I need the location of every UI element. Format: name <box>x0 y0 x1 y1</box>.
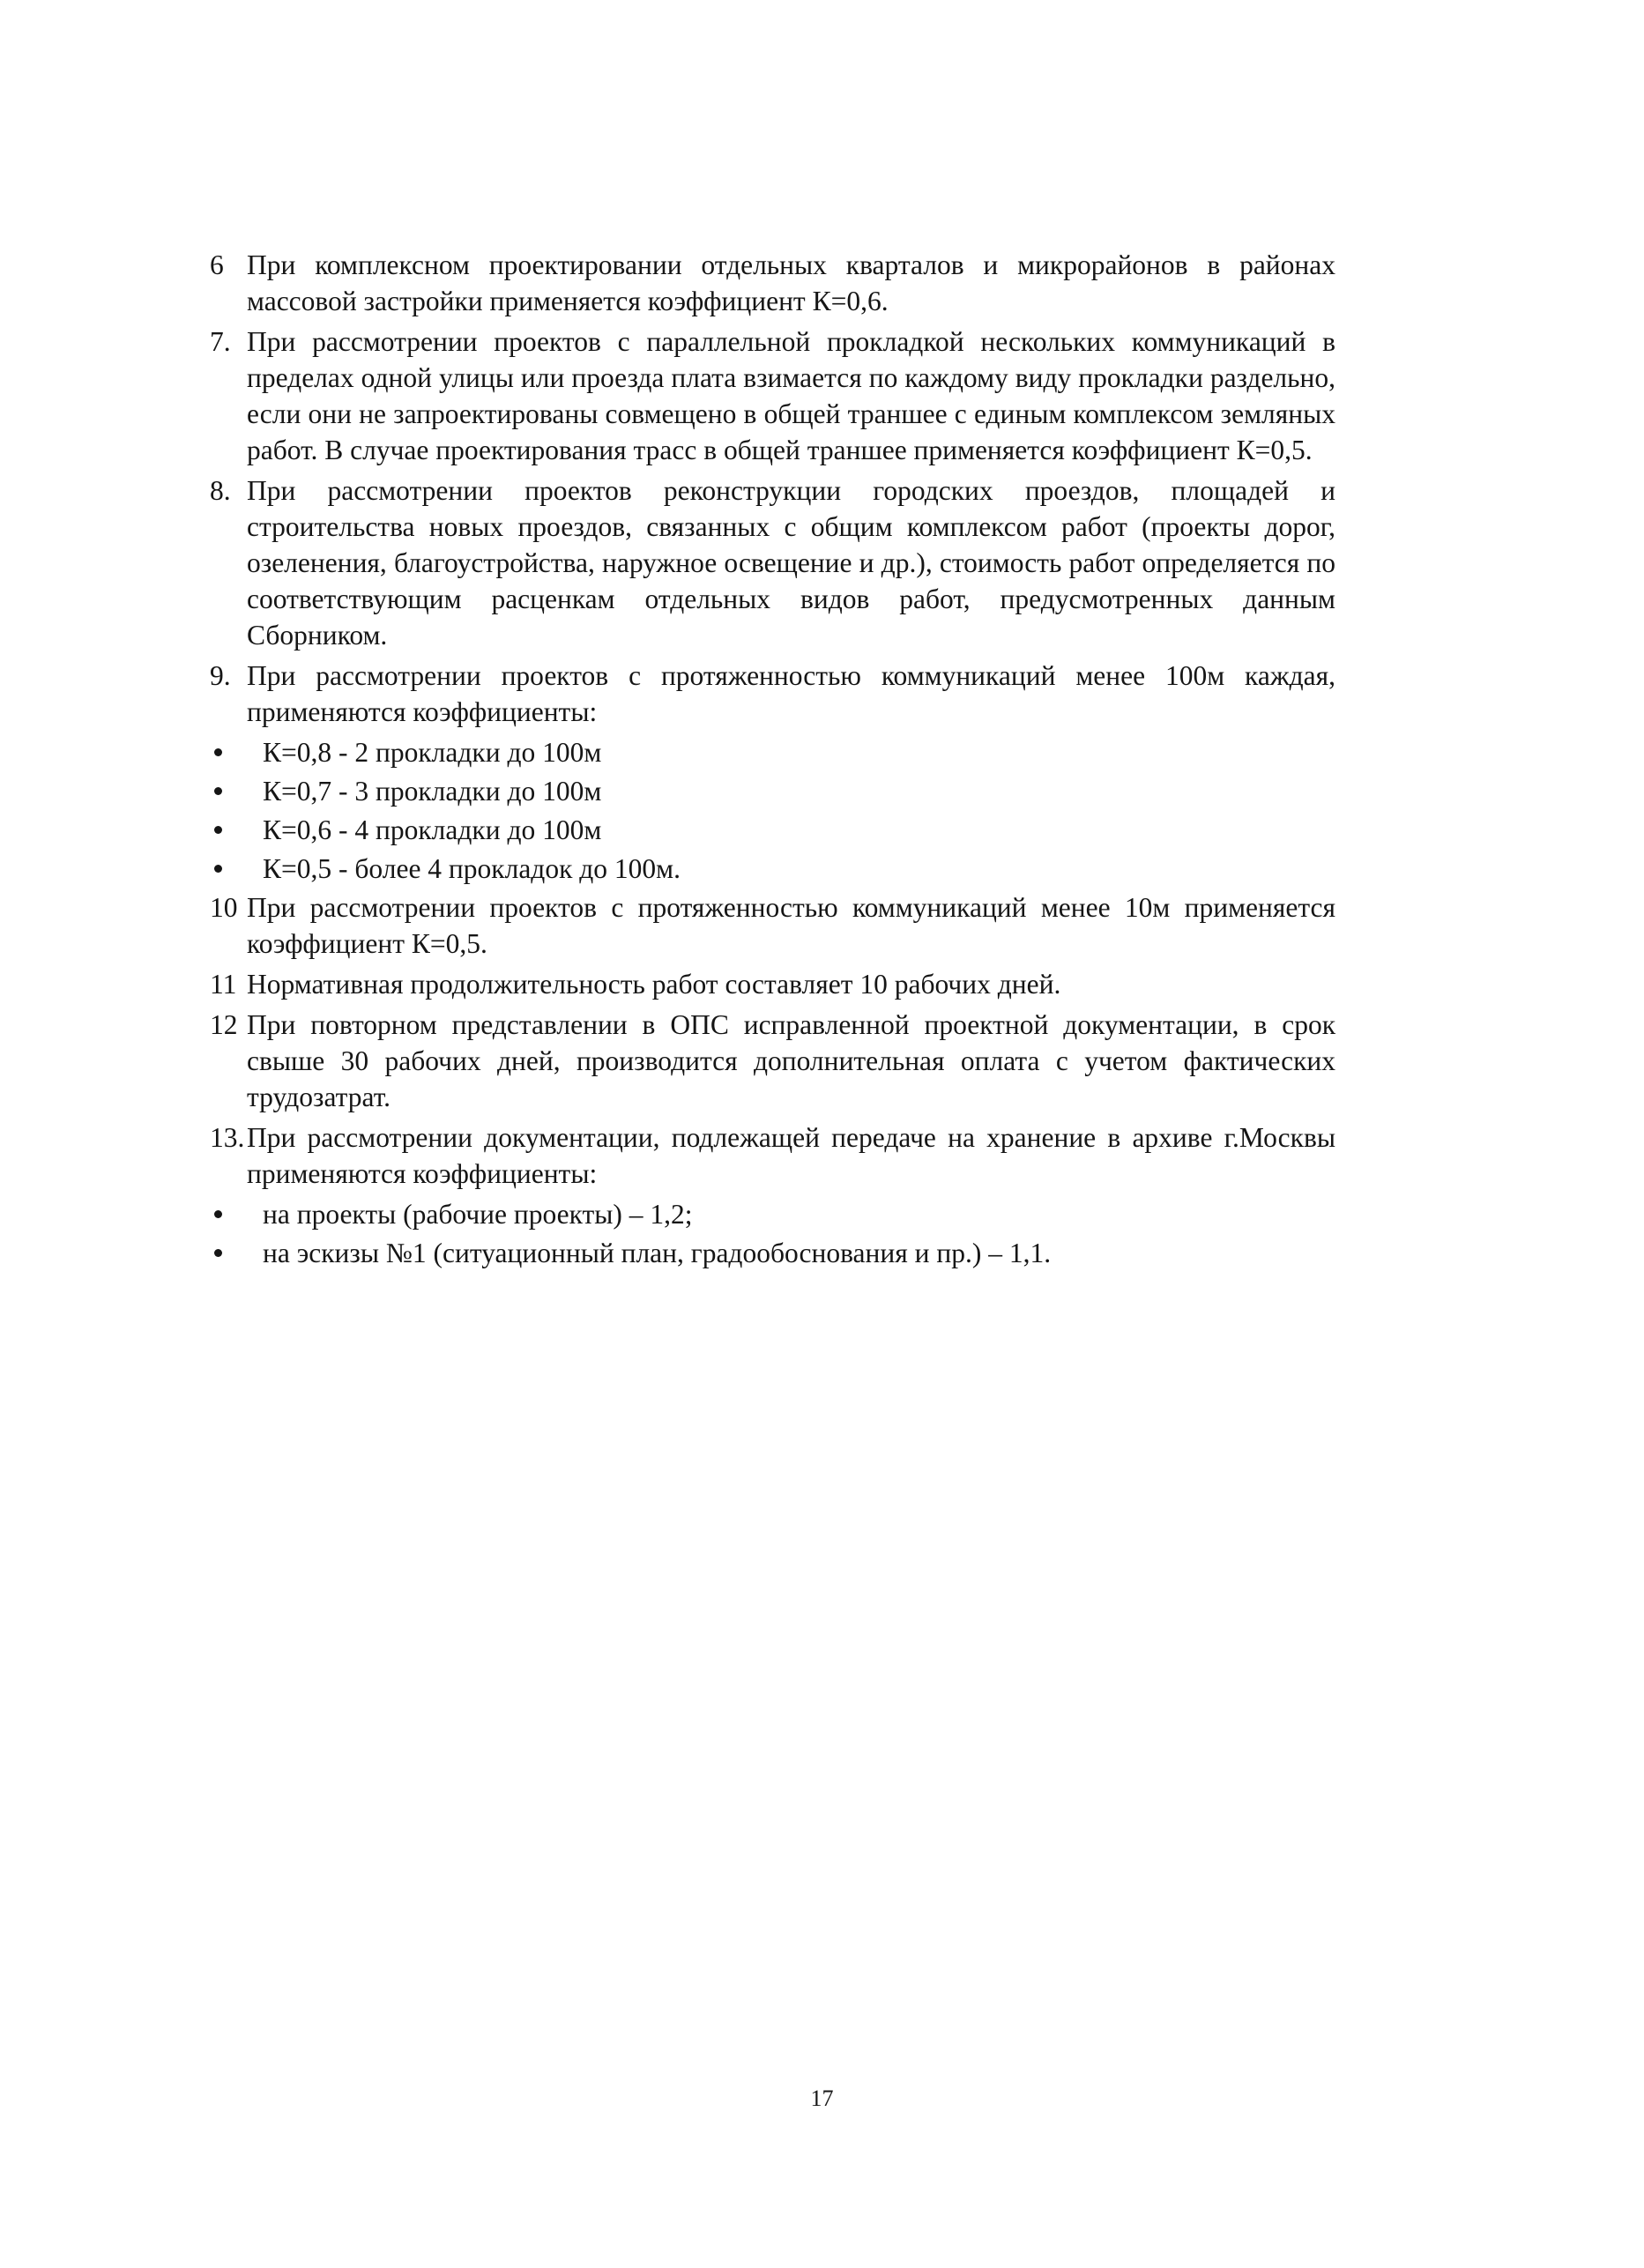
bullet-item <box>210 734 1335 770</box>
bullet-icon <box>210 1196 263 1232</box>
item-text: При рассмотрении документации, подлежащей передаче на хранение в архиве г.Москвы применяются коэффициенты: <box>247 1122 1335 1189</box>
item-number: 10 <box>210 892 238 923</box>
bullet-item <box>210 773 1335 809</box>
bullet-text: К=0,5 - более 4 прокладок до 100м. <box>263 853 681 884</box>
page-content <box>210 247 1335 1274</box>
item-number: 11 <box>210 969 237 1000</box>
bullet-item <box>210 1196 1335 1232</box>
item-number: 8. <box>210 475 231 506</box>
item-text: При рассмотрении проектов с протяженностью коммуникаций менее 10м применяется коэффициент К=0,5. <box>247 892 1335 959</box>
bullet-icon <box>210 812 263 848</box>
page-number: 17 <box>810 2086 834 2111</box>
item-text: При комплексном проектировании отдельных кварталов и микрорайонов в районах массовой застройки применяется коэффициент К=0,6. <box>247 249 1335 316</box>
bullet-text: на проекты (рабочие проекты) – 1,2; <box>263 1199 693 1230</box>
list-item-13 <box>210 1119 1335 1192</box>
bullet-icon <box>210 851 263 887</box>
list-item-8 <box>210 472 1335 653</box>
bullet-item <box>210 812 1335 848</box>
bullet-text: К=0,6 - 4 прокладки до 100м <box>263 814 602 845</box>
bullet-icon <box>210 1235 263 1271</box>
item-number: 9. <box>210 660 231 691</box>
item-text: При рассмотрении проектов с параллельной прокладкой нескольких коммуникаций в пределах одной улицы или проезда плата взимается по каждому виду прокладки раздельно, если они не запроектированы совмещено в общей траншее с единым комплексом земляных работ. В случае проектирования трасс в общей траншее применяется коэффициент К=0,5. <box>247 326 1335 465</box>
bullet-text: К=0,8 - 2 прокладки до 100м <box>263 737 602 768</box>
item-text: При рассмотрении проектов реконструкции городских проездов, площадей и строительства новых проездов, связанных с общим комплексом работ (проекты дорог, озеленения, благоустройства, наружное освещение и др.), стоимость работ определяется по соответствующим расценкам отдельных видов работ, предусмотренных данным Сборником. <box>247 475 1335 651</box>
list-item-11 <box>210 966 1335 1002</box>
item-number: 13. <box>210 1122 245 1153</box>
bullet-item <box>210 1235 1335 1271</box>
list-item-10 <box>210 889 1335 962</box>
item-number: 6 <box>210 249 224 280</box>
bullet-icon <box>210 734 263 770</box>
item-text: При повторном представлении в ОПС исправленной проектной документации, в срок свыше 30 рабочих дней, производится дополнительная оплата с учетом фактических трудозатрат. <box>247 1009 1335 1112</box>
list-item-7 <box>210 323 1335 468</box>
list-item-12 <box>210 1007 1335 1115</box>
list-item-9 <box>210 658 1335 730</box>
bullet-icon <box>210 773 263 809</box>
item-text: Нормативная продолжительность работ составляет 10 рабочих дней. <box>247 969 1061 1000</box>
item-number: 7. <box>210 326 231 357</box>
bullet-item <box>210 851 1335 887</box>
bullet-text: на эскизы №1 (ситуационный план, градообоснования и пр.) – 1,1. <box>263 1238 1052 1268</box>
list-item-6 <box>210 247 1335 319</box>
item-text: При рассмотрении проектов с протяженностью коммуникаций менее 100м каждая, применяются коэффициенты: <box>247 660 1335 727</box>
item-number: 12 <box>210 1009 238 1040</box>
bullet-text: К=0,7 - 3 прокладки до 100м <box>263 776 602 807</box>
